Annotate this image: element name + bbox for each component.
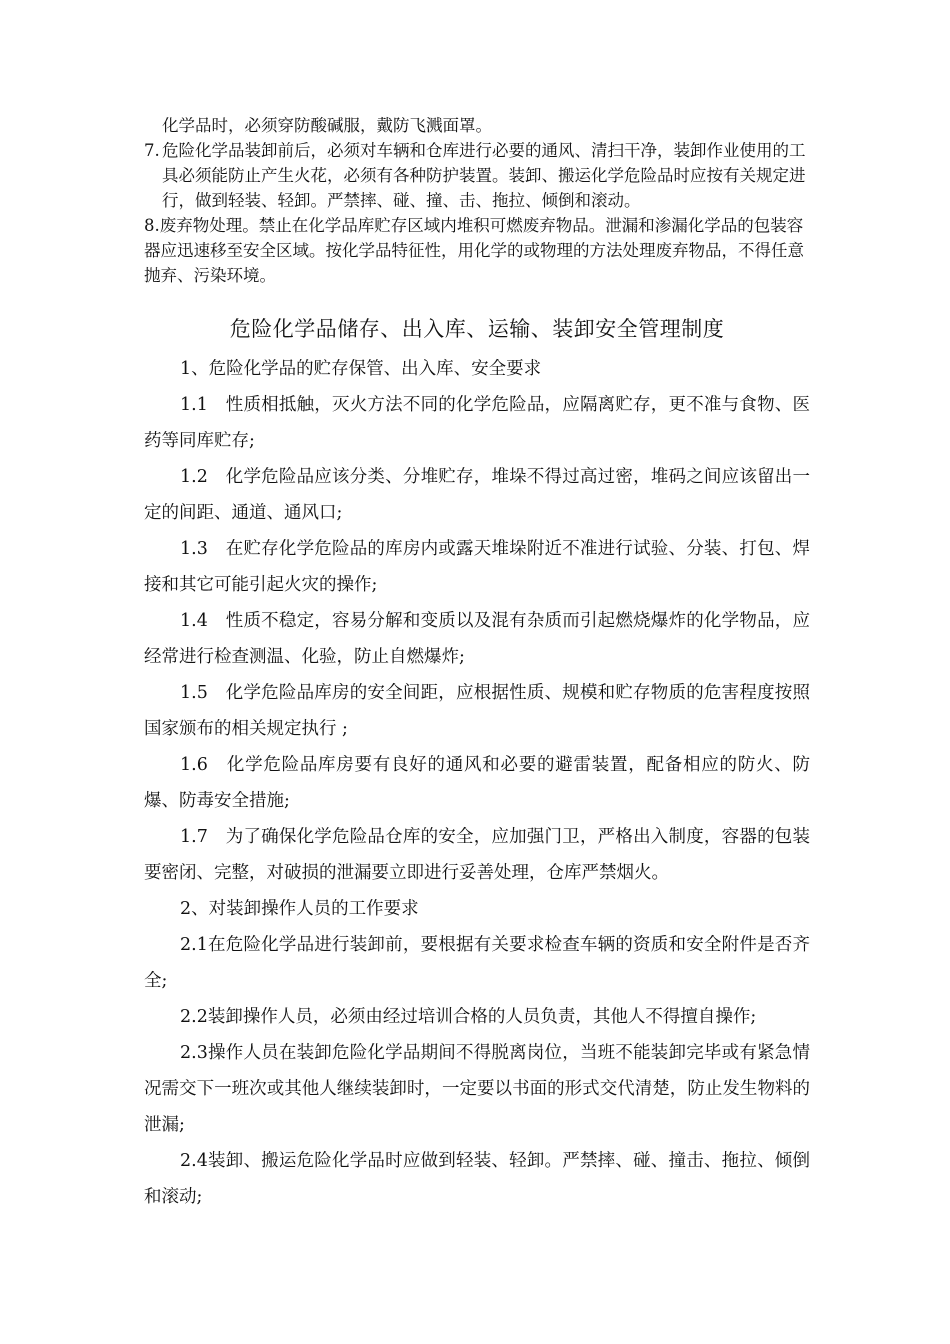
clause-1-7: 1.7 为了确保化学危险品仓库的安全，应加强门卫，严格出入制度，容器的包装要密闭、完整，对破损的泄漏要立即进行妥善处理，仓库严禁烟火。 [144, 827, 810, 883]
list-item-8 [144, 213, 810, 288]
section-heading-1: 1、危险化学品的贮存保管、出入库、安全要求 [180, 359, 542, 379]
clause-1-4: 1.4 性质不稳定，容易分解和变质以及混有杂质而引起燃烧爆炸的化学物品，应经常进行检查测温、化验，防止自燃爆炸; [144, 611, 810, 667]
clause-2-1: 2.1在危险化学品进行装卸前，要根据有关要求检查车辆的资质和安全附件是否齐全; [144, 935, 810, 991]
document-body [144, 351, 810, 1215]
clause-1-6: 1.6 化学危险品库房要有良好的通风和必要的避雷装置，配备相应的防火、防爆、防毒安全措施; [144, 755, 810, 811]
list-item-7 [144, 138, 810, 213]
clause-1-1: 1.1 性质相抵触，灭火方法不同的化学危险品，应隔离贮存，更不准与食物、医药等同库贮存; [144, 395, 810, 451]
clause-2-4: 2.4装卸、搬运危险化学品时应做到轻装、轻卸。严禁摔、碰、撞击、拖拉、倾倒和滚动; [144, 1151, 810, 1207]
list-item-number: 8. [144, 216, 160, 235]
clause-1-5: 1.5 化学危险品库房的安全间距，应根据性质、规模和贮存物质的危害程度按照国家颁布的相关规定执行 ; [144, 683, 810, 739]
list-item-text: 废弃物处理。禁止在化学品库贮存区域内堆积可燃废弃物品。泄漏和渗漏化学品的包装容器应迅速移至安全区域。按化学品特征性，用化学的或物理的方法处理废弃物品，不得任意抛弃、污染环境。 [144, 216, 804, 285]
section-heading-2: 2、对装卸操作人员的工作要求 [180, 899, 419, 919]
document-title: 危险化学品储存、出入库、运输、装卸安全管理制度 [229, 317, 725, 341]
clause-1-2: 1.2 化学危险品应该分类、分堆贮存，堆垛不得过高过密，堆码之间应该留出一定的间距、通道、通风口; [144, 467, 810, 523]
list-item-text: 危险化学品装卸前后，必须对车辆和仓库进行必要的通风、清扫干净，装卸作业使用的工具必须能防止产生火花，必须有各种防护装置。装卸、搬运化学危险品时应按有关规定进行，做到轻装、轻卸。严禁摔、碰、撞、击、拖拉、倾倒和滚动。 [162, 141, 806, 210]
list-continuation-line: 化学品时，必须穿防酸碱服，戴防飞溅面罩。 [162, 116, 492, 135]
top-list [144, 113, 810, 288]
list-item-number: 7. [144, 141, 160, 160]
clause-2-3: 2.3操作人员在装卸危险化学品期间不得脱离岗位，当班不能装卸完毕或有紧急情况需交下一班次或其他人继续装卸时，一定要以书面的形式交代清楚，防止发生物料的泄漏; [144, 1043, 810, 1135]
clause-2-2: 2.2装卸操作人员，必须由经过培训合格的人员负责，其他人不得擅自操作; [180, 1007, 757, 1027]
clause-1-3: 1.3 在贮存化学危险品的库房内或露天堆垛附近不准进行试验、分装、打包、焊接和其它可能引起火灾的操作; [144, 539, 810, 595]
